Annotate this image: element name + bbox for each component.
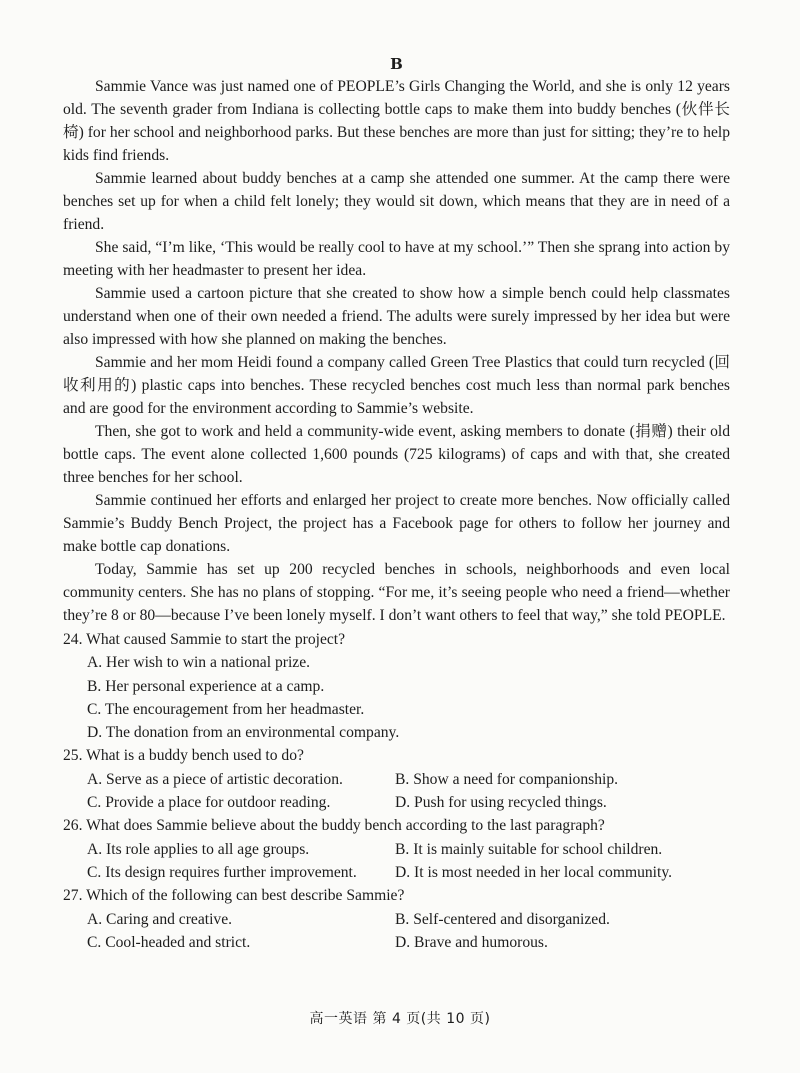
option-a: A. Its role applies to all age groups.	[87, 840, 310, 858]
option-b: B. Show a need for companionship.	[395, 770, 619, 788]
option-row	[63, 768, 730, 791]
option-d: D. The donation from an environmental company.	[87, 724, 400, 742]
question-27	[63, 884, 730, 954]
passage-paragraph: Sammie Vance was just named one of PEOPLE’s Girls Changing the World, and she is only 12 years old. The seventh grader from Indiana is collecting bottle caps to make them into buddy benches (伙伴长椅) for her school and neighborhood parks. But these benches are more than just for sitting; they’re to help kids find friends.	[63, 78, 730, 164]
option-a: A. Her wish to win a national prize.	[87, 654, 311, 672]
option-a: A. Serve as a piece of artistic decoration.	[87, 770, 343, 788]
option-c: C. The encouragement from her headmaster.	[87, 700, 365, 718]
question-26	[63, 814, 730, 884]
passage-paragraph: Sammie used a cartoon picture that she created to show how a simple bench could help classmates understand when one of their own needed a friend. The adults were surely impressed by her idea but were also impressed with how she planned on making the benches.	[63, 285, 730, 348]
option-a: A. Caring and creative.	[87, 910, 233, 928]
option-c: C. Cool-headed and strict.	[87, 933, 251, 951]
passage-paragraph: Today, Sammie has set up 200 recycled benches in schools, neighborhoods and even local community centers. She has no plans of stopping. “For me, it’s seeing people who need a friend—whether they’re 8 or 80—because I’ve been lonely myself. I don’t want others to feel that way,” she told PEOPLE.	[63, 561, 730, 624]
passage-paragraph: Sammie learned about buddy benches at a camp she attended one summer. At the camp there were benches set up for when a child felt lonely; they would sit down, which means that they are in need of a friend.	[63, 170, 730, 233]
question-24	[63, 628, 730, 744]
option-row	[63, 838, 730, 861]
passage-paragraph: Sammie continued her efforts and enlarged her project to create more benches. Now officially called Sammie’s Buddy Bench Project, the project has a Facebook page for others to follow her journey and make bottle cap donations.	[63, 492, 730, 555]
option-row	[63, 861, 730, 884]
option-d: D. It is most needed in her local community.	[395, 863, 673, 881]
option-b: B. Her personal experience at a camp.	[87, 677, 325, 695]
question-stem: 26. What does Sammie believe about the buddy bench according to the last paragraph?	[63, 817, 605, 835]
question-25	[63, 744, 730, 814]
question-stem: 25. What is a buddy bench used to do?	[63, 747, 304, 765]
passage-paragraph: Then, she got to work and held a community-wide event, asking members to donate (捐赠) their old bottle caps. The event alone collected 1,600 pounds (725 kilograms) of caps and with that, she created three benches for her school.	[63, 423, 730, 486]
option-d: D. Brave and humorous.	[395, 933, 548, 951]
question-list	[63, 628, 730, 954]
option-b: B. Self-centered and disorganized.	[395, 910, 610, 928]
section-title: B	[390, 55, 403, 73]
option-b: B. It is mainly suitable for school children.	[395, 840, 663, 858]
passage-paragraph: She said, “I’m like, ‘This would be really cool to have at my school.’” Then she sprang into action by meeting with her headmaster to present her idea.	[63, 239, 730, 279]
option-c: C. Its design requires further improvement.	[87, 863, 357, 881]
page-footer: 高一英语 第 4 页(共 10 页)	[309, 1011, 491, 1027]
passage-paragraph: Sammie and her mom Heidi found a company called Green Tree Plastics that could turn recycled (回收利用的) plastic caps into benches. These recycled benches cost much less than normal park benches and are good for the environment according to Sammie’s website.	[63, 354, 730, 417]
option-row	[63, 791, 730, 814]
question-stem: 24. What caused Sammie to start the project?	[63, 631, 346, 648]
option-row	[63, 908, 730, 931]
option-row	[63, 931, 730, 954]
reading-passage	[63, 75, 730, 627]
question-stem: 27. Which of the following can best describe Sammie?	[63, 887, 405, 905]
option-d: D. Push for using recycled things.	[395, 794, 607, 812]
option-c: C. Provide a place for outdoor reading.	[87, 794, 331, 812]
